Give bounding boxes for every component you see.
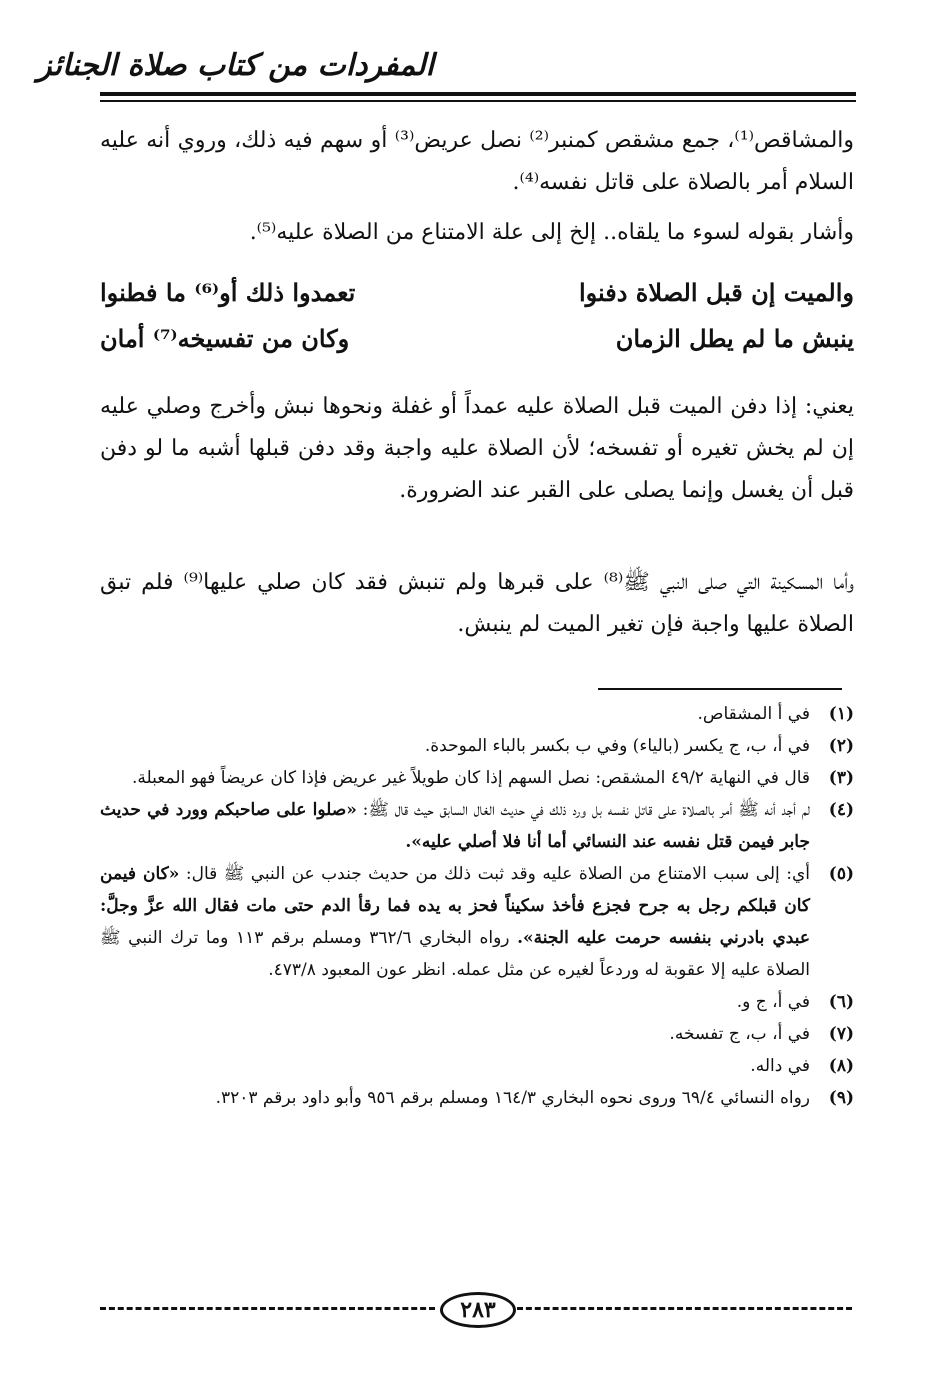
page-footer — [100, 1292, 852, 1326]
footnote-9 — [100, 1082, 854, 1114]
footer-dashed-rule-left — [100, 1307, 435, 1310]
footnote-text: في أ، ب، ج يكسر (بالياء) وفي ب بكسر بالباء الموحدة. — [424, 736, 810, 756]
verse-line-2 — [100, 316, 854, 362]
footnote-1 — [100, 698, 854, 730]
body-paragraph-2: وأشار بقوله لسوء ما يلقاه.. إلخ إلى علة الامتناع من الصلاة عليه⁽⁵⁾. — [249, 220, 854, 245]
verse-1-second-hemistich: تعمدوا ذلك أو⁽⁶⁾ ما فطنوا — [100, 278, 356, 307]
footnote-number: (١) — [828, 704, 854, 724]
body-paragraph-3: يعني: إذا دفن الميت قبل الصلاة عليه عمداً أو غفلة ونحوها نبش وأخرج وصلي عليه إن لم يخش تغيره أو تفسخه؛ لأن الصلاة عليه واجبة وقد دفن قبلها أشبه ما لو دفن قبل أن يغسل وإنما يصلى على القبر عند الضرورة. — [100, 394, 854, 503]
footnote-text: في أ، ب، ج تفسخه. — [669, 1024, 810, 1044]
footnote-6 — [100, 986, 854, 1018]
footnote-text: في أ المشقاص. — [697, 704, 810, 724]
running-header-title: المفردات من كتاب صلاة الجنائز — [37, 48, 434, 83]
footnote-number: (٧) — [828, 1024, 854, 1044]
footnote-text: رواه النسائي ٦٩/٤ وروى نحوه البخاري ١٦٤/٣ ومسلم برقم ٩٥٦ وأبو داود برقم ٣٢٠٣. — [215, 1088, 810, 1108]
verse-2-second-hemistich: وكان من تفسيخه⁽⁷⁾ أمان — [100, 324, 350, 353]
verse-1-first-hemistich: والميت إن قبل الصلاة دفنوا — [578, 278, 854, 307]
footnote-number: (٨) — [828, 1056, 854, 1076]
footnote-text: في داله. — [750, 1056, 810, 1076]
verse-2-first-hemistich: ينبش ما لم يطل الزمان — [615, 324, 854, 353]
footnote-text — [100, 858, 810, 986]
footnote-7 — [100, 1018, 854, 1050]
header-rule-thick — [100, 92, 856, 96]
footnote-8 — [100, 1050, 854, 1082]
footnote-5-reference: رواه البخاري ٣٦٢/٦ ومسلم برقم ١١٣ وما ترك النبي ﷺ الصلاة عليه إلا عقوبة له وردعاً لغيره عن مثل عمله. انظر عون المعبود ٤٧٣/٨. — [100, 928, 810, 980]
footnote-2 — [100, 730, 854, 762]
footnote-number: (٩) — [828, 1088, 854, 1108]
footnote-number: (٥) — [828, 864, 854, 884]
footnote-5-hadith-quote: «كان فيمن كان قبلكم رجل به جرح فجزع فأخذ سكيناً فحز به يده فما رقأ الدم حتى مات فقال الله عزَّ وجلَّ: عبدي بادرني بنفسه حرمت عليه الجنة». — [100, 864, 811, 948]
footnote-number: (٢) — [828, 736, 854, 756]
footnotes — [100, 698, 854, 1114]
footnote-4 — [100, 794, 854, 858]
footnote-text: في أ، ج و. — [736, 992, 810, 1012]
footnote-4-text: لم أجد أنه ﷺ أمر بالصلاة على قاتل نفسه بل ورد ذلك في حديث الغال السابق حيث قال ﷺ: — [356, 800, 810, 820]
footnote-number: (٤) — [828, 800, 854, 820]
footnote-text — [100, 794, 810, 858]
verse-line-1 — [100, 270, 854, 316]
footnote-separator — [598, 688, 842, 690]
footnote-text: قال في النهاية ٤٩/٢ المشقص: نصل السهم إذا كان طويلاً غير عريض فإذا كان عريضاً فهو المعبلة. — [132, 768, 810, 788]
footnote-number: (٦) — [828, 992, 854, 1012]
footnote-3 — [100, 762, 854, 794]
footnote-number: (٣) — [828, 768, 854, 788]
footer-dashed-rule-right — [517, 1307, 852, 1310]
header-rule-thin — [100, 100, 856, 102]
footnote-5-text: أي: إلى سبب الامتناع من الصلاة عليه وقد ثبت ذلك من حديث جندب عن النبي ﷺ قال: — [179, 864, 810, 884]
page-number: ٢٨٣ — [440, 1292, 516, 1328]
footnote-4-hadith-quote: «صلوا على صاحبكم وورد في حديث جابر فيمن قتل نفسه عند النسائي أما أنا فلا أصلي عليه». — [100, 800, 810, 852]
body-paragraph-1: والمشاقص⁽¹⁾، جمع مشقص كمنبر⁽²⁾ نصل عريض⁽³⁾ أو سهم فيه ذلك، وروي أنه عليه السلام أمر بالصلاة على قاتل نفسه⁽⁴⁾. — [100, 128, 855, 195]
footnote-5 — [100, 858, 854, 986]
body-paragraph-4: وأما المسكينة التي صلى النبي ﷺ⁽⁸⁾ على قبرها ولم تنبش فقد كان صلي عليها⁽⁹⁾ فلم تبق الصلاة عليها واجبة فإن تغير الميت لم ينبش. — [100, 570, 855, 637]
